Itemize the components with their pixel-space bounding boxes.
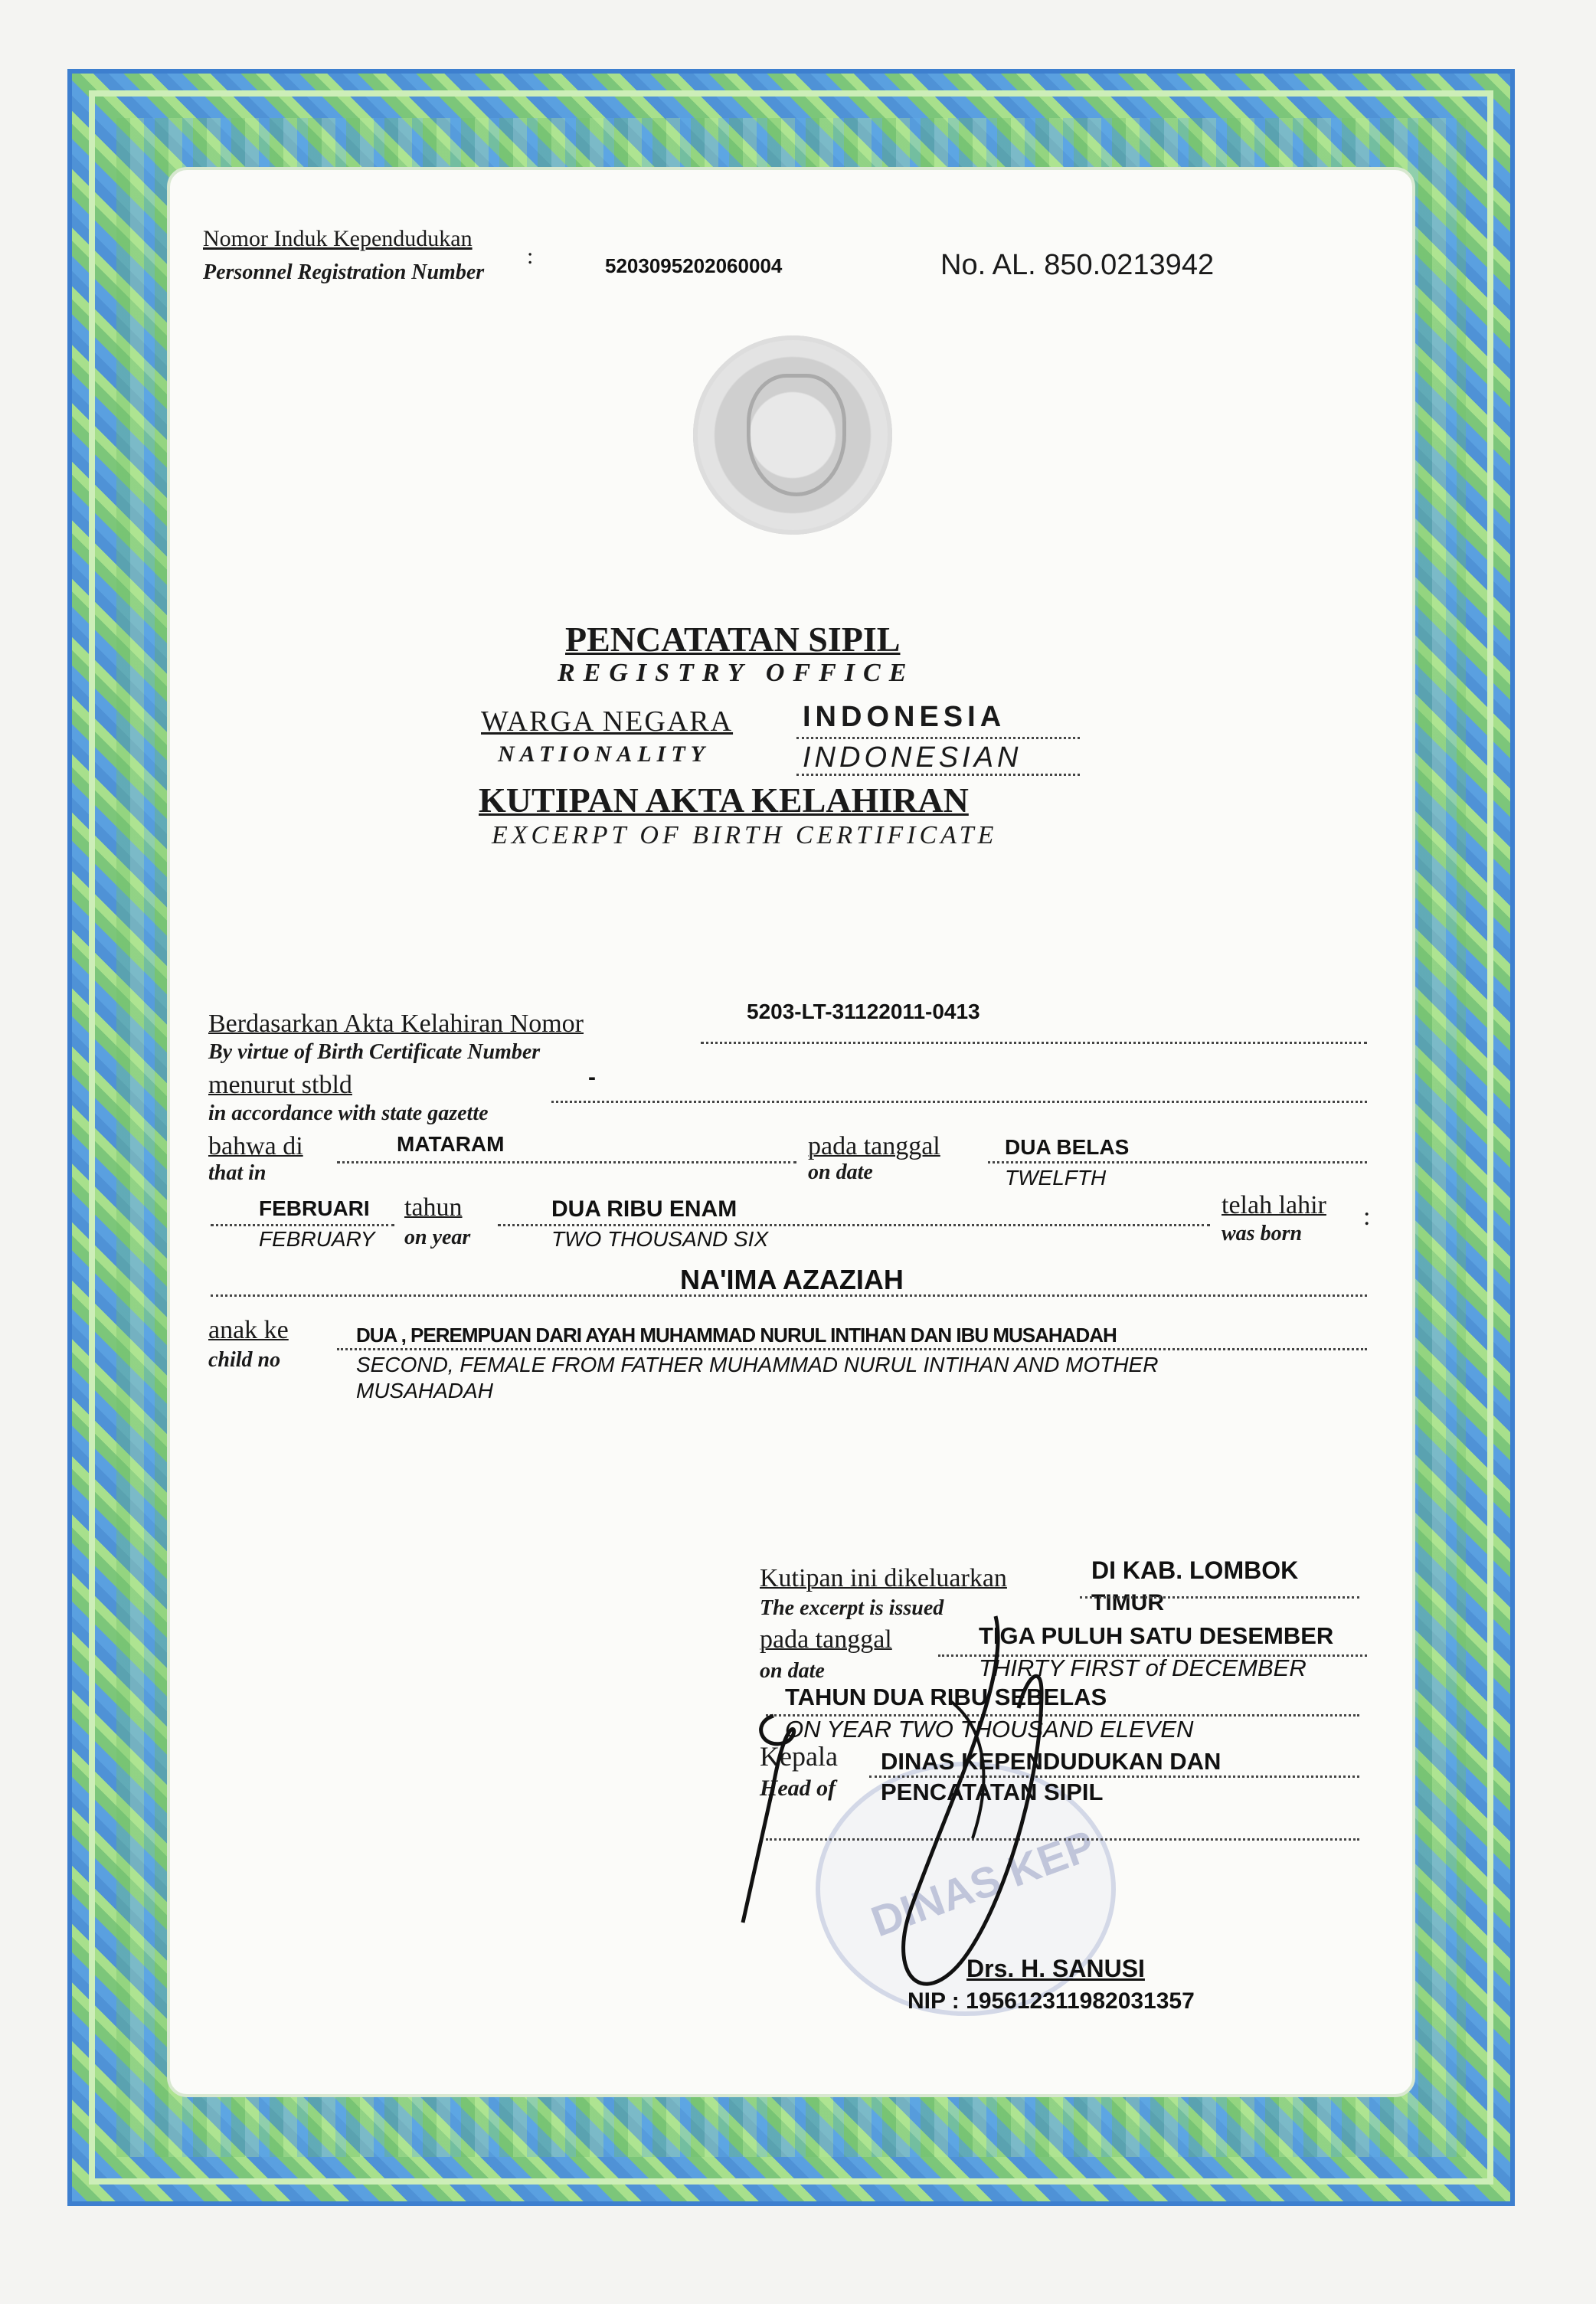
cert-number-value: 5203-LT-31122011-0413: [747, 1000, 980, 1023]
child-order-dotted-line: [337, 1348, 1367, 1350]
month-value: FEBRUARI: [259, 1196, 370, 1220]
office-title-en: REGISTRY OFFICE: [558, 659, 915, 687]
issue-date-value-en: THIRTY FIRST of DECEMBER: [979, 1654, 1307, 1681]
stbld-dotted-line: [551, 1101, 1367, 1103]
issued-label-en: The excerpt is issued: [760, 1596, 944, 1620]
month-dotted-line: [211, 1224, 394, 1226]
born-label-en: was born: [1222, 1222, 1303, 1245]
official-name: Drs. H. SANUSI: [966, 1955, 1145, 1982]
place-label-en: that in: [208, 1161, 267, 1185]
issue-year-value-en: ON YEAR TWO THOUSAND ELEVEN: [785, 1716, 1194, 1743]
stbld-value: -: [588, 1065, 596, 1090]
office-title: PENCATATAN SIPIL: [565, 620, 901, 659]
place-dotted-line: [337, 1161, 796, 1163]
name-dotted-line: [211, 1294, 1367, 1297]
issue-date-label: pada tanggal: [760, 1625, 892, 1654]
nik-colon: :: [527, 244, 534, 269]
issue-date-label-en: on date: [760, 1659, 825, 1683]
place-label: bahwa di: [208, 1132, 303, 1160]
nationality-dotted-line: [796, 737, 1080, 739]
date-value: DUA BELAS: [1005, 1135, 1130, 1159]
stbld-label-en: in accordance with state gazette: [208, 1101, 489, 1125]
document-title: KUTIPAN AKTA KELAHIRAN: [479, 781, 969, 820]
child-order-value: DUA , PEREMPUAN DARI AYAH MUHAMMAD NURUL INTIHAN DAN IBU MUSAHADAH: [356, 1324, 1117, 1347]
born-colon: :: [1363, 1203, 1371, 1231]
issue-year-value: TAHUN DUA RIBU SEBELAS: [785, 1684, 1107, 1710]
year-dotted-line: [498, 1224, 1210, 1226]
cert-number-label-en: By virtue of Birth Certificate Number: [208, 1040, 541, 1064]
date-label-en: on date: [808, 1160, 873, 1184]
cert-number-label: Berdasarkan Akta Kelahiran Nomor: [208, 1010, 584, 1038]
stamp-text: DINAS KEP: [865, 1820, 1101, 1946]
nationality-label-en: NATIONALITY: [498, 741, 711, 767]
born-label: telah lahir: [1222, 1191, 1326, 1219]
child-order-value-en-line2: MUSAHADAH: [356, 1379, 493, 1402]
month-value-en: FEBRUARY: [259, 1227, 375, 1251]
official-nip: NIP : 195612311982031357: [908, 1988, 1195, 2014]
serial-number: No. AL. 850.0213942: [940, 249, 1215, 281]
issued-place-value-line2: TIMUR: [1091, 1590, 1164, 1615]
nationality-label: WARGA NEGARA: [481, 705, 734, 738]
place-value: MATARAM: [397, 1132, 505, 1156]
child-order-label-en: child no: [208, 1348, 281, 1372]
cert-number-dotted-line: [701, 1042, 1367, 1044]
issued-place-value: DI KAB. LOMBOK: [1091, 1556, 1299, 1584]
nationality-en-dotted-line: [796, 774, 1080, 776]
year-value: DUA RIBU ENAM: [551, 1196, 737, 1222]
year-value-en: TWO THOUSAND SIX: [551, 1227, 769, 1251]
child-name: NA'IMA AZAZIAH: [680, 1264, 904, 1295]
nationality-value-en: INDONESIAN: [803, 741, 1022, 774]
nik-value: 5203095202060004: [605, 254, 783, 277]
head-value-line1: DINAS KEPENDUDUKAN DAN: [881, 1748, 1222, 1775]
date-dotted-line: [988, 1161, 1367, 1163]
head-value-line2: PENCATATAN SIPIL: [881, 1779, 1104, 1805]
year-label-en: on year: [404, 1226, 471, 1249]
nik-label: Nomor Induk Kependudukan: [203, 226, 473, 251]
stbld-label: menurut stbld: [208, 1071, 352, 1099]
child-order-label: anak ke: [208, 1316, 289, 1344]
year-label: tahun: [404, 1193, 463, 1222]
nationality-value: INDONESIA: [803, 701, 1006, 733]
nik-label-en: Personnel Registration Number: [203, 260, 485, 284]
head-label-en: Head of: [760, 1775, 836, 1801]
date-value-en: TWELFTH: [1005, 1166, 1107, 1190]
child-order-value-en-line1: SECOND, FEMALE FROM FATHER MUHAMMAD NURUL INTIHAN AND MOTHER: [356, 1353, 1159, 1376]
garuda-emblem-seal: [693, 335, 892, 535]
issued-label: Kutipan ini dikeluarkan: [760, 1564, 1007, 1592]
date-label: pada tanggal: [808, 1132, 940, 1160]
issue-date-value: TIGA PULUH SATU DESEMBER: [979, 1622, 1334, 1649]
document-title-en: EXCERPT OF BIRTH CERTIFICATE: [492, 821, 998, 849]
head-label: Kepala: [760, 1741, 838, 1772]
